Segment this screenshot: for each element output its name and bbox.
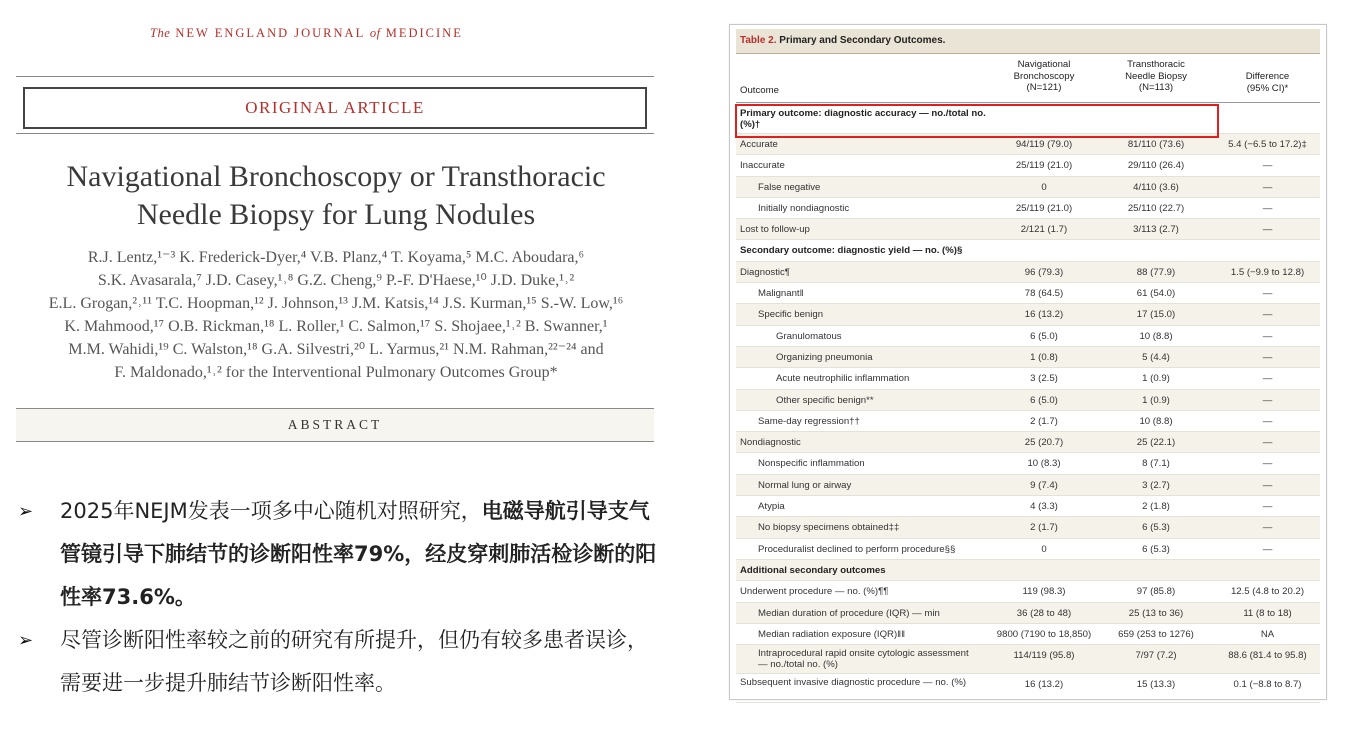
cell-c1: 25/119 (21.0) (1015, 160, 1073, 172)
cell-c1: 10 (8.3) (1027, 458, 1061, 470)
cell-c3: 5.4 (−6.5 to 17.2)‡ (1228, 139, 1307, 150)
primary-outcome-highlight-box (735, 104, 1219, 138)
cell-c1: 16 (13.2) (1024, 679, 1064, 691)
row-label: Organizing pneumonia (776, 351, 873, 363)
cell-c3: — (1262, 543, 1273, 555)
cell-c1: 1 (0.8) (1030, 351, 1058, 363)
table-row (736, 262, 1320, 283)
row-label: Additional secondary outcomes (740, 564, 886, 576)
cell-c1: 114/119 (95.8) (1013, 650, 1075, 662)
author-line: E.L. Grogan,²˒¹¹ T.C. Hoopman,¹² J. Johnson,¹³ J.M. Katsis,¹⁴ J.S. Kurman,¹⁵ S.-W. Low,¹⁶ (48, 295, 624, 312)
table-row (736, 390, 1320, 411)
row-label: Other specific benign** (776, 394, 874, 406)
cell-c2: 17 (15.0) (1136, 309, 1176, 321)
table-row (736, 283, 1320, 304)
cell-c3: 11 (8 to 18) (1243, 607, 1292, 619)
cell-c3: 0.1 (−8.8 to 8.7) (1233, 679, 1302, 691)
cell-c2: 1 (0.9) (1142, 373, 1170, 385)
cell-c3: 1.5 (−9.9 to 12.8) (1230, 266, 1305, 278)
cell-c1: 6 (5.0) (1030, 330, 1058, 342)
row-label: Median radiation exposure (IQR)‖‖ (758, 628, 906, 640)
cell-c2: 81/110 (73.6) (1127, 139, 1185, 150)
cell-c2: 659 (253 to 1276) (1118, 628, 1194, 640)
cell-c3: NA (1260, 628, 1275, 640)
row-label: No biopsy specimens obtained‡‡ (758, 522, 900, 534)
summary-bullets (18, 490, 658, 705)
cell-c2: 4/110 (3.6) (1133, 181, 1179, 193)
row-label: Initially nondiagnostic (758, 202, 850, 214)
cell-c3: — (1262, 351, 1273, 363)
cell-c2: 88 (77.9) (1136, 266, 1176, 278)
cell-c2: 29/110 (26.4) (1127, 160, 1185, 172)
cell-c2: 6 (5.3) (1142, 543, 1170, 555)
table-row (736, 603, 1320, 624)
cell-c1: 0 (1041, 543, 1047, 555)
cell-c3: — (1262, 309, 1273, 321)
author-list (10, 246, 662, 384)
table-row (736, 304, 1320, 325)
table-row (736, 517, 1320, 538)
table-row (736, 645, 1320, 674)
bullet-item: ➢ 尽管诊断阳性率较之前的研究有所提升，但仍有较多患者误诊，需要进一步提升肺结节诊断阳性率。 (18, 619, 658, 705)
table-row (736, 475, 1320, 496)
author-line: K. Mahmood,¹⁷ O.B. Rickman,¹⁸ L. Roller,¹ C. Salmon,¹⁷ S. Shojaee,¹˒² B. Swanner,¹ (64, 318, 608, 335)
cell-c2: 8 (7.1) (1142, 458, 1170, 470)
col-header-navigational: Navigational Bronchoscopy (N=121) (1013, 59, 1075, 93)
cell-c3: — (1262, 501, 1273, 513)
row-label: Nonspecific inflammation (758, 458, 865, 470)
cell-c3: — (1262, 479, 1273, 491)
cell-c3: — (1262, 202, 1273, 214)
cell-c2: 3 (2.7) (1142, 479, 1170, 491)
cell-c1: 3 (2.5) (1030, 373, 1058, 385)
row-label: Proceduralist declined to perform procedure§§ (758, 543, 956, 555)
cell-c2: 2 (1.8) (1142, 501, 1170, 513)
cell-c2: 5 (4.4) (1142, 351, 1170, 363)
cell-c1: 25/119 (21.0) (1015, 202, 1073, 214)
row-label: Subsequent invasive diagnostic procedure — no. (%) (740, 677, 967, 689)
row-label: Malignant‖ (758, 288, 804, 300)
table-row (736, 539, 1320, 560)
article-type-label: ORIGINAL ARTICLE (245, 98, 425, 117)
cell-c2: 10 (8.8) (1139, 330, 1173, 342)
cell-c2: 6 (5.3) (1142, 522, 1170, 534)
row-label: Median duration of procedure (IQR) — min (758, 607, 940, 619)
cell-c2: 3/113 (2.7) (1133, 224, 1179, 236)
cell-c3: — (1262, 415, 1273, 427)
author-line: M.M. Wahidi,¹⁹ C. Walston,¹⁸ G.A. Silvestri,²⁰ L. Yarmus,²¹ N.M. Rahman,²²⁻²⁴ and (68, 341, 604, 358)
table-caption: Table 2. Primary and Secondary Outcomes. (736, 29, 1320, 54)
cell-c2: 25 (22.1) (1136, 437, 1176, 449)
row-label: Accurate (740, 139, 778, 150)
article-title: Navigational Bronchoscopy or Transthoracic Needle Biopsy for Lung Nodules (66, 160, 606, 231)
cell-c2: 25 (13 to 36) (1128, 607, 1184, 619)
cell-c1: 2 (1.7) (1030, 415, 1058, 427)
author-line: R.J. Lentz,¹⁻³ K. Frederick-Dyer,⁴ V.B. Planz,⁴ T. Koyama,⁵ M.C. Aboudara,⁶ (87, 249, 585, 266)
row-label: Primary outcome: diagnostic accuracy — no./total no. (%)† (740, 108, 986, 130)
cell-c2: 1 (0.9) (1142, 394, 1170, 406)
row-label: False negative (758, 181, 821, 193)
row-label: Granulomatous (776, 330, 842, 342)
table-row (736, 581, 1320, 602)
col-header-transthoracic: Transthoracic Needle Biopsy (N=113) (1125, 59, 1187, 93)
cell-c3: — (1262, 373, 1273, 385)
cell-c1: 2/121 (1.7) (1020, 224, 1068, 236)
cell-c1: 36 (28 to 48) (1016, 607, 1072, 619)
row-label: Normal lung or airway (758, 479, 852, 491)
arrow-bullet-icon: ➢ (18, 501, 34, 522)
cell-c2: 61 (54.0) (1136, 288, 1176, 300)
cell-c3: — (1262, 394, 1273, 406)
row-label: Secondary outcome: diagnostic yield — no. (%)§ (740, 245, 963, 257)
table-row (736, 347, 1320, 368)
row-label: Inaccurate (740, 160, 785, 172)
author-line: S.K. Avasarala,⁷ J.D. Casey,¹˒⁸ G.Z. Cheng,⁹ P.-F. D'Haese,¹⁰ J.D. Duke,¹˒² (97, 272, 575, 289)
cell-c1: 0 (1041, 181, 1047, 193)
table-row (736, 411, 1320, 432)
table-row (736, 326, 1320, 347)
row-label: Nondiagnostic (740, 437, 801, 449)
cell-c1: 96 (79.3) (1024, 266, 1064, 278)
cell-c3: 88.6 (81.4 to 95.8) (1228, 650, 1307, 662)
cell-c1: 6 (5.0) (1030, 394, 1058, 406)
cell-c3: — (1262, 522, 1273, 534)
cell-c1: 4 (3.3) (1030, 501, 1058, 513)
cell-c3: — (1262, 458, 1273, 470)
cell-c2: 15 (13.3) (1136, 679, 1176, 691)
row-label: Diagnostic¶ (740, 266, 790, 278)
cell-c2: 25/110 (22.7) (1127, 202, 1185, 214)
cell-c3: — (1262, 224, 1273, 236)
cell-c1: 2 (1.7) (1030, 522, 1058, 534)
row-label: Intraprocedural rapid onsite cytologic assessment — no./total no. (%) (758, 648, 969, 671)
cell-c1: 16 (13.2) (1024, 309, 1064, 321)
cell-c1: 119 (98.3) (1022, 586, 1066, 598)
cell-c3: — (1262, 330, 1273, 342)
table-row (736, 177, 1320, 198)
cell-c1: 9800 (7190 to 18,850) (996, 628, 1092, 640)
table-row (736, 624, 1320, 645)
cell-c1: 25 (20.7) (1024, 437, 1064, 449)
col-header-difference: Difference (95% CI)* (1245, 71, 1290, 94)
row-label: Atypia (758, 501, 785, 513)
cell-c3: — (1262, 181, 1273, 193)
table-row (736, 155, 1320, 176)
cell-c2: 10 (8.8) (1139, 415, 1173, 427)
author-line: F. Maldonado,¹˒² for the Interventional Pulmonary Outcomes Group* (114, 364, 558, 381)
row-label: Same-day regression†† (758, 415, 860, 427)
table-row (736, 219, 1320, 240)
table-row (736, 496, 1320, 517)
article-type-banner (16, 76, 654, 134)
table-row (736, 560, 1320, 581)
cell-c1: 9 (7.4) (1030, 479, 1058, 491)
table-body (736, 105, 1320, 703)
table-row (736, 674, 1320, 703)
bullet-item: ➢ 2025年NEJM发表一项多中心随机对照研究，电磁导航引导支气管镜引导下肺结节的诊断阳性率79%，经皮穿刺肺活检诊断的阳性率73.6%。 (18, 490, 658, 619)
cell-c3: — (1262, 160, 1273, 172)
col-header-outcome: Outcome (740, 85, 779, 96)
cell-c2: 97 (85.8) (1136, 586, 1176, 598)
abstract-heading: ABSTRACT (16, 408, 654, 442)
table-row (736, 240, 1320, 261)
row-label: Lost to follow-up (740, 224, 810, 236)
table-row (736, 368, 1320, 389)
journal-masthead: The NEW ENGLAND JOURNAL of MEDICINE (150, 26, 463, 40)
cell-c1: 78 (64.5) (1024, 288, 1064, 300)
row-label: Acute neutrophilic inflammation (776, 373, 910, 385)
cell-c3: 12.5 (4.8 to 20.2) (1230, 586, 1305, 598)
cell-c3: — (1262, 288, 1273, 300)
table-row (736, 453, 1320, 474)
arrow-bullet-icon: ➢ (18, 630, 34, 651)
cell-c3: — (1262, 437, 1273, 449)
cell-c2: 7/97 (7.2) (1135, 650, 1177, 662)
row-label: Underwent procedure — no. (%)¶¶ (740, 586, 889, 598)
cell-c1: 94/119 (79.0) (1015, 139, 1073, 150)
table-row (736, 432, 1320, 453)
row-label: Specific benign (758, 309, 824, 321)
table-row (736, 198, 1320, 219)
